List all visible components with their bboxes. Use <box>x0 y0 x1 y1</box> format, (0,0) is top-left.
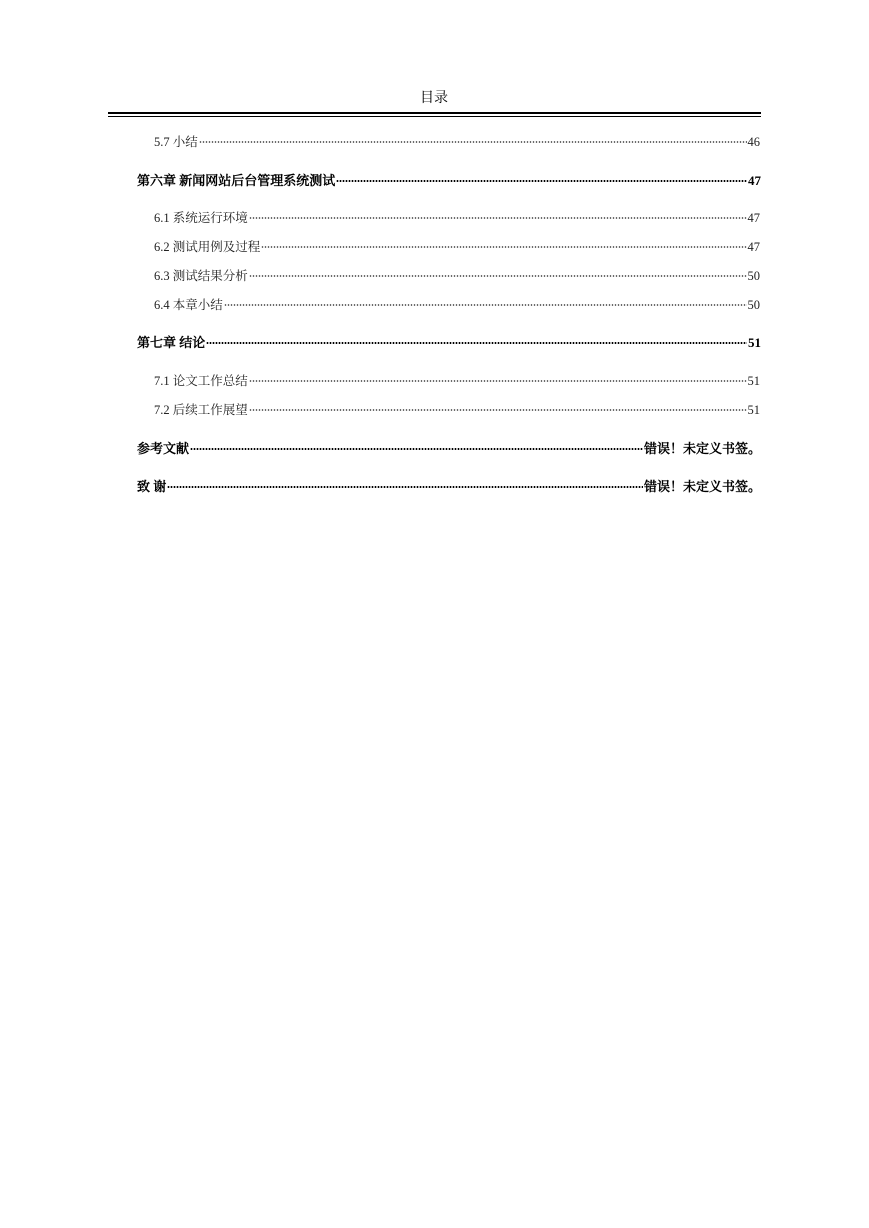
toc-entry-page: 47 <box>748 173 761 188</box>
toc-entry-acknowledgements[interactable] <box>137 478 761 496</box>
toc-entry-page: 50 <box>747 269 760 283</box>
toc-entry-title: 6.4 本章小结 <box>154 298 223 312</box>
toc-dot-leader <box>167 486 643 488</box>
toc-entry-page: 47 <box>747 211 760 225</box>
toc-entry-7-1[interactable] <box>154 372 760 390</box>
toc-entry-title: 7.1 论文工作总结 <box>154 374 248 388</box>
toc-dot-leader <box>190 448 643 450</box>
toc-dot-leader <box>249 275 747 277</box>
toc-dot-leader <box>199 141 747 143</box>
header-rule-thick <box>108 112 761 114</box>
toc-entry-title: 第七章 结论 <box>137 335 206 350</box>
toc-entry-references[interactable] <box>137 440 761 458</box>
toc-dot-leader <box>261 246 746 248</box>
header-rule-thin <box>108 116 761 117</box>
toc-dot-leader <box>336 180 747 182</box>
page-header-title: 目录 <box>420 91 448 106</box>
toc-entry-6-1[interactable] <box>154 209 760 227</box>
toc-entry-5-7[interactable] <box>154 133 760 151</box>
toc-entry-page: 51 <box>747 374 760 388</box>
toc-dot-leader <box>224 304 747 306</box>
toc-entry-6-4[interactable] <box>154 296 760 314</box>
toc-entry-page: 51 <box>748 335 761 350</box>
toc-entry-title: 第六章 新闻网站后台管理系统测试 <box>137 173 336 188</box>
toc-entry-title: 6.2 测试用例及过程 <box>154 240 261 254</box>
toc-entry-page: 错误！未定义书签。 <box>643 479 761 494</box>
toc-dot-leader <box>206 342 747 344</box>
toc-entry-title: 6.1 系统运行环境 <box>154 211 248 225</box>
toc-dot-leader <box>249 217 747 219</box>
toc-entry-title: 5.7 小结 <box>154 135 198 149</box>
toc-entry-title: 致 谢 <box>137 479 167 494</box>
toc-entry-7-2[interactable] <box>154 401 760 419</box>
toc-entry-title: 参考文献 <box>137 441 190 456</box>
toc-entry-6-2[interactable] <box>154 238 760 256</box>
toc-entry-6-3[interactable] <box>154 267 760 285</box>
toc-entry-page: 51 <box>747 403 760 417</box>
toc-entry-chapter-7[interactable] <box>137 334 761 352</box>
toc-dot-leader <box>249 409 747 411</box>
toc-entry-chapter-6[interactable] <box>137 172 761 190</box>
toc-entry-page: 47 <box>747 240 760 254</box>
toc-entry-page: 46 <box>747 135 760 149</box>
toc-entry-title: 6.3 测试结果分析 <box>154 269 248 283</box>
toc-entry-page: 错误！未定义书签。 <box>643 441 761 456</box>
toc-dot-leader <box>249 380 747 382</box>
toc-entry-page: 50 <box>747 298 760 312</box>
toc-entry-title: 7.2 后续工作展望 <box>154 403 248 417</box>
